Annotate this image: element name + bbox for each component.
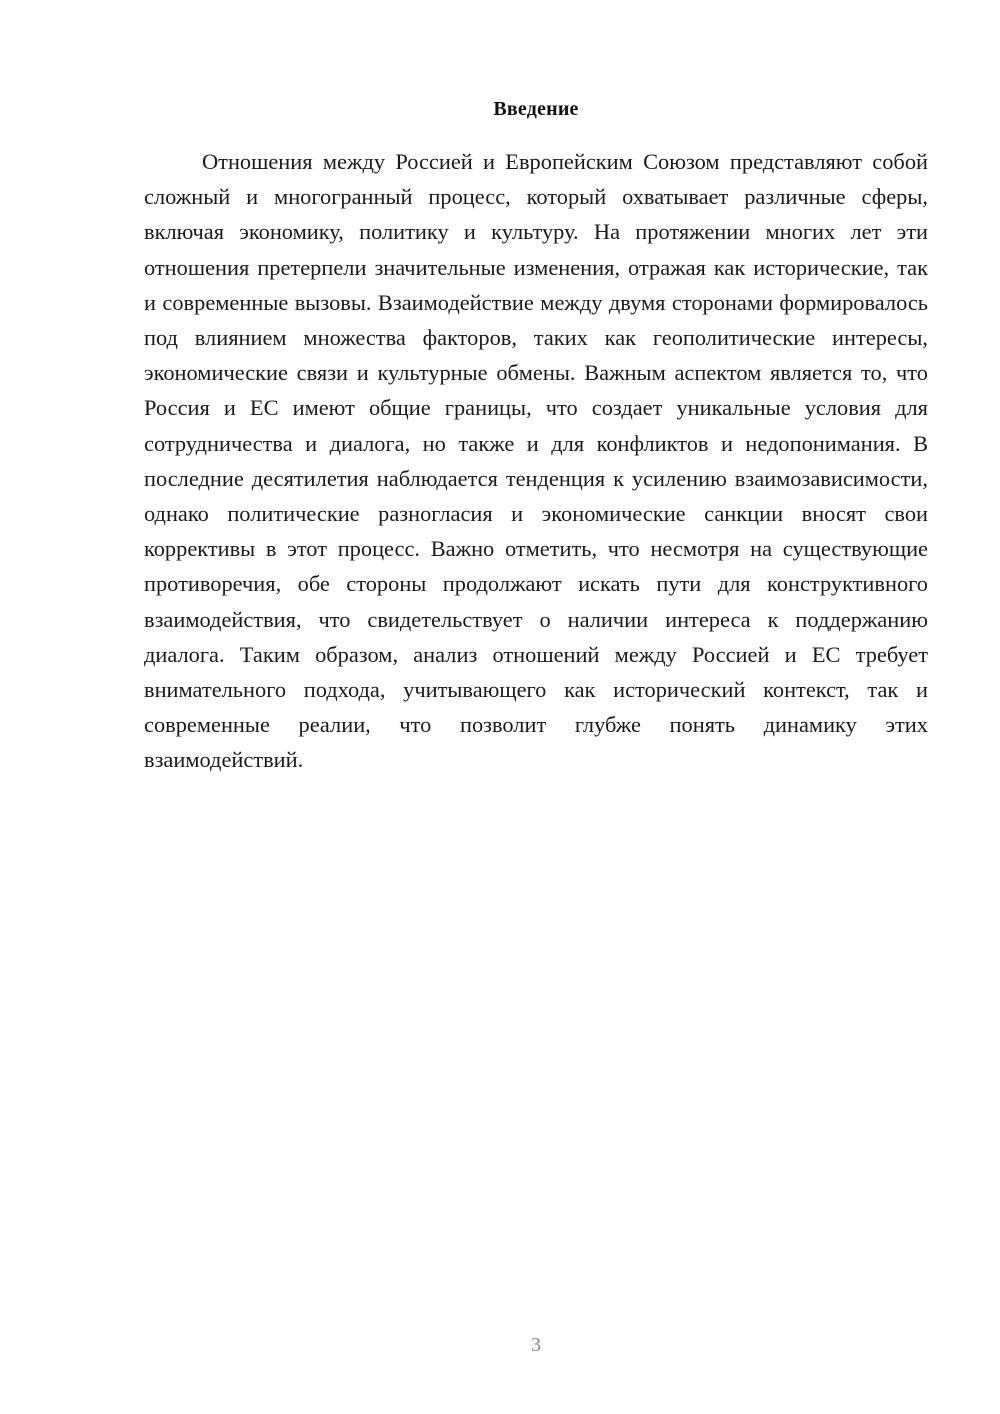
body-paragraph: Отношения между Россией и Европейским Союзом представляют собой сложный и многогранный процесс, который охватывает различные сферы, включая экономику, политику и культуру. На протяжении многих лет эти отношения претерпели значительные изменения, отражая как исторические, так и современные вызовы. Взаимодействие между двумя сторонами формировалось под влиянием множества факторов, таких как геополитические интересы, экономические связи и культурные обмены. Важным аспектом является то, что Россия и ЕС имеют общие границы, что создает уникальные условия для сотрудничества и диалога, но также и для конфликтов и недопонимания. В последние десятилетия наблюдается тенденция к усилению взаимозависимости, однако политические разногласия и экономические санкции вносят свои коррективы в этот процесс. Важно отметить, что несмотря на существующие противоречия, обе стороны продолжают искать пути для конструктивного взаимодействия, что свидетельствует о наличии интереса к поддержанию диалога. Таким образом, анализ отношений между Россией и ЕС требует внимательного подхода, учитывающего как исторический контекст, так и современные реалии, что позволит глубже понять динамику этих взаимодействий. bbox=[144, 149, 928, 773]
section-heading: Введение bbox=[493, 98, 579, 120]
page-number: 3 bbox=[531, 1334, 541, 1356]
